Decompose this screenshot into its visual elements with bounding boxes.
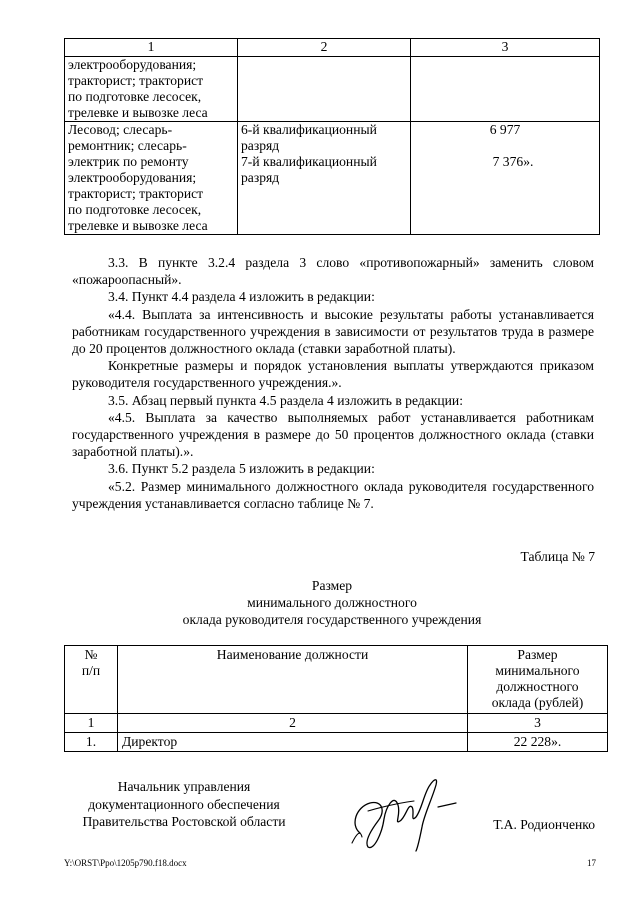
paragraph-3-4: 3.4. Пункт 4.4 раздела 4 изложить в редакции:: [108, 289, 375, 305]
header-line: должностного: [496, 679, 579, 694]
table-row: [65, 733, 608, 752]
paragraph-4-4-second: Конкретные размеры и порядок установления выплаты утверждаются приказом руководителя государственного учреждения.».: [72, 358, 594, 391]
paragraph-3-6: 3.6. Пункт 5.2 раздела 5 изложить в редакции:: [108, 461, 375, 477]
salary-cell: [411, 122, 600, 235]
header-line: №: [84, 647, 98, 662]
salary-value: 7 376».: [492, 154, 534, 169]
paragraph-4-4: «4.4. Выплата за интенсивность и высокие результаты работы устанавливается работникам государственного учреждения в зависимости от результатов труда в размере до 20 процентов должностного оклада (ставки заработной платы).: [72, 306, 594, 357]
row-salary: 22 228».: [468, 733, 608, 752]
cell-line: по подготовке лесосек,: [68, 89, 202, 104]
paragraph-3-5: 3.5. Абзац первый пункта 4.5 раздела 4 изложить в редакции:: [108, 392, 463, 408]
row-position: Директор: [118, 733, 468, 752]
header-line: оклада (рублей): [491, 695, 584, 710]
column-number: 1: [65, 714, 118, 733]
column-number: 3: [411, 39, 600, 57]
table-row: [65, 122, 600, 235]
signatory-title-line: Начальник управления: [117, 779, 251, 794]
table-header-row: [65, 39, 600, 57]
paragraph-3-3: 3.3. В пункте 3.2.4 раздела 3 слово «противопожарный» заменить словом «пожароопасный».: [72, 255, 594, 288]
header-salary: [468, 646, 608, 714]
position-cell: [65, 122, 238, 235]
table-title: [64, 577, 600, 628]
cell-line: тракторист; тракторист: [68, 186, 204, 201]
cell-line: трелевке и вывозке леса: [68, 105, 208, 120]
column-number: 3: [468, 714, 608, 733]
signatory-title-line: документационного обеспечения: [88, 796, 280, 812]
table-index-row: [65, 714, 608, 733]
header-position: Наименование должности: [118, 646, 468, 714]
paragraph-4-5: «4.5. Выплата за качество выполняемых работ устанавливается работникам государственного учреждения в размере до 50 процентов должностного оклада (ставки заработной платы).».: [72, 409, 594, 460]
position-cell: [65, 57, 238, 122]
cell-line: 6-й квалификационный: [241, 122, 377, 137]
table-number-label: Таблица № 7: [520, 549, 595, 564]
signatory-title-line: Правительства Ростовской области: [82, 814, 286, 829]
cell-line: 7-й квалификационный: [241, 154, 377, 169]
table-row: [65, 57, 600, 122]
row-number: 1.: [65, 733, 118, 752]
cell-line: ремонтник; слесарь-: [68, 138, 187, 153]
signatory-name: Т.А. Родионченко: [493, 817, 595, 832]
cell-line: разряд: [241, 138, 280, 153]
grade-cell: [238, 122, 411, 235]
header-line: п/п: [81, 663, 101, 678]
salary-cell: [411, 57, 600, 122]
director-salary-table: [64, 645, 608, 752]
file-path: Y:\ORST\Ppo\1205p790.f18.docx: [64, 858, 187, 868]
cell-line: тракторист; тракторист: [68, 73, 204, 88]
paragraph-5-2: «5.2. Размер минимального должностного оклада руководителя государственного учреждения устанавливается согласно таблице № 7.: [72, 478, 594, 511]
cell-line: электрооборудования;: [68, 57, 197, 72]
page-number: 17: [587, 858, 596, 868]
signatory-title: [64, 778, 304, 831]
cell-line: по подготовке лесосек,: [68, 202, 202, 217]
header-number: [65, 646, 118, 714]
table-header-row: [65, 646, 608, 714]
amendment-text: [72, 254, 594, 512]
column-number: 2: [118, 714, 468, 733]
header-line: Размер: [517, 647, 558, 662]
cell-line: электрооборудования;: [68, 170, 197, 185]
handwritten-signature: [338, 763, 468, 853]
table-title-line: минимального должностного: [247, 595, 417, 610]
header-line: минимального: [495, 663, 580, 678]
grade-cell: [238, 57, 411, 122]
table-title-line: Размер: [311, 578, 353, 593]
cell-line: трелевке и вывозке леса: [68, 218, 208, 233]
table-title-line: оклада руководителя государственного учреждения: [182, 612, 482, 627]
continued-salary-table: [64, 38, 600, 235]
salary-value: 6 977: [489, 122, 521, 137]
cell-line: электрик по ремонту: [68, 154, 189, 169]
column-number: 2: [238, 39, 411, 57]
column-number: 1: [65, 39, 238, 57]
cell-line: разряд: [241, 170, 280, 185]
cell-line: Лесовод; слесарь-: [68, 122, 173, 137]
